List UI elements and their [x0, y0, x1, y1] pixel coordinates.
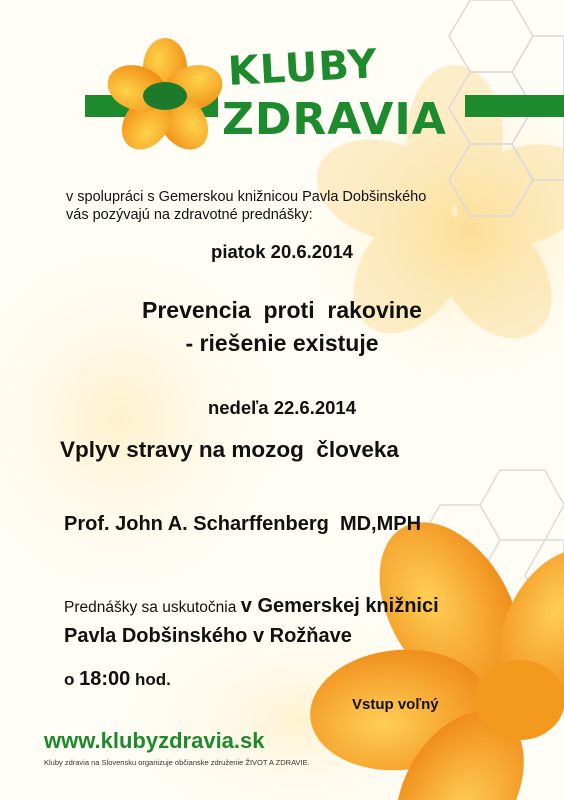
lecture-2-date: nedeľa 22.6.2014 — [207, 397, 357, 418]
lecture-time — [64, 668, 171, 691]
intro-line-2: vás pozývajú na zdravotné prednášky: — [66, 207, 313, 223]
speaker-name: Prof. John A. Scharffenberg MD,MPH — [64, 513, 422, 535]
intro-line-1: v spolupráci s Gemerskou knižnicou Pavla Dobšinského — [66, 189, 427, 205]
time-value: 18:00 — [79, 668, 131, 690]
logo-text — [222, 41, 482, 145]
intro-text — [66, 188, 526, 224]
venue-prefix: Prednášky sa uskutočnia — [64, 599, 237, 616]
website-link[interactable]: www.klubyzdravia.sk — [44, 728, 265, 753]
entry-note: Vstup voľný — [352, 696, 439, 713]
time-suffix: hod. — [135, 670, 171, 689]
venue-info — [64, 592, 544, 652]
logo-line-1: KLUBY — [226, 41, 379, 95]
time-prefix: o — [64, 670, 75, 689]
lecture-1-date: piatok 20.6.2014 — [211, 241, 353, 262]
lecture-2-title: Vplyv stravy na mozog človeka — [60, 437, 399, 462]
logo-line-2: ZDRAVIA — [222, 94, 447, 145]
venue-place-1: v Gemerskej knižnici — [240, 595, 439, 617]
venue-place-2: Pavla Dobšinského v Rožňave — [64, 625, 352, 647]
lecture-1-title: Prevencia proti rakovine - riešenie existuje — [142, 297, 422, 356]
footer-note: Kluby zdravia na Slovensku organizuje občianske združenie ŽIVOT A ZDRAVIE. — [44, 758, 310, 767]
